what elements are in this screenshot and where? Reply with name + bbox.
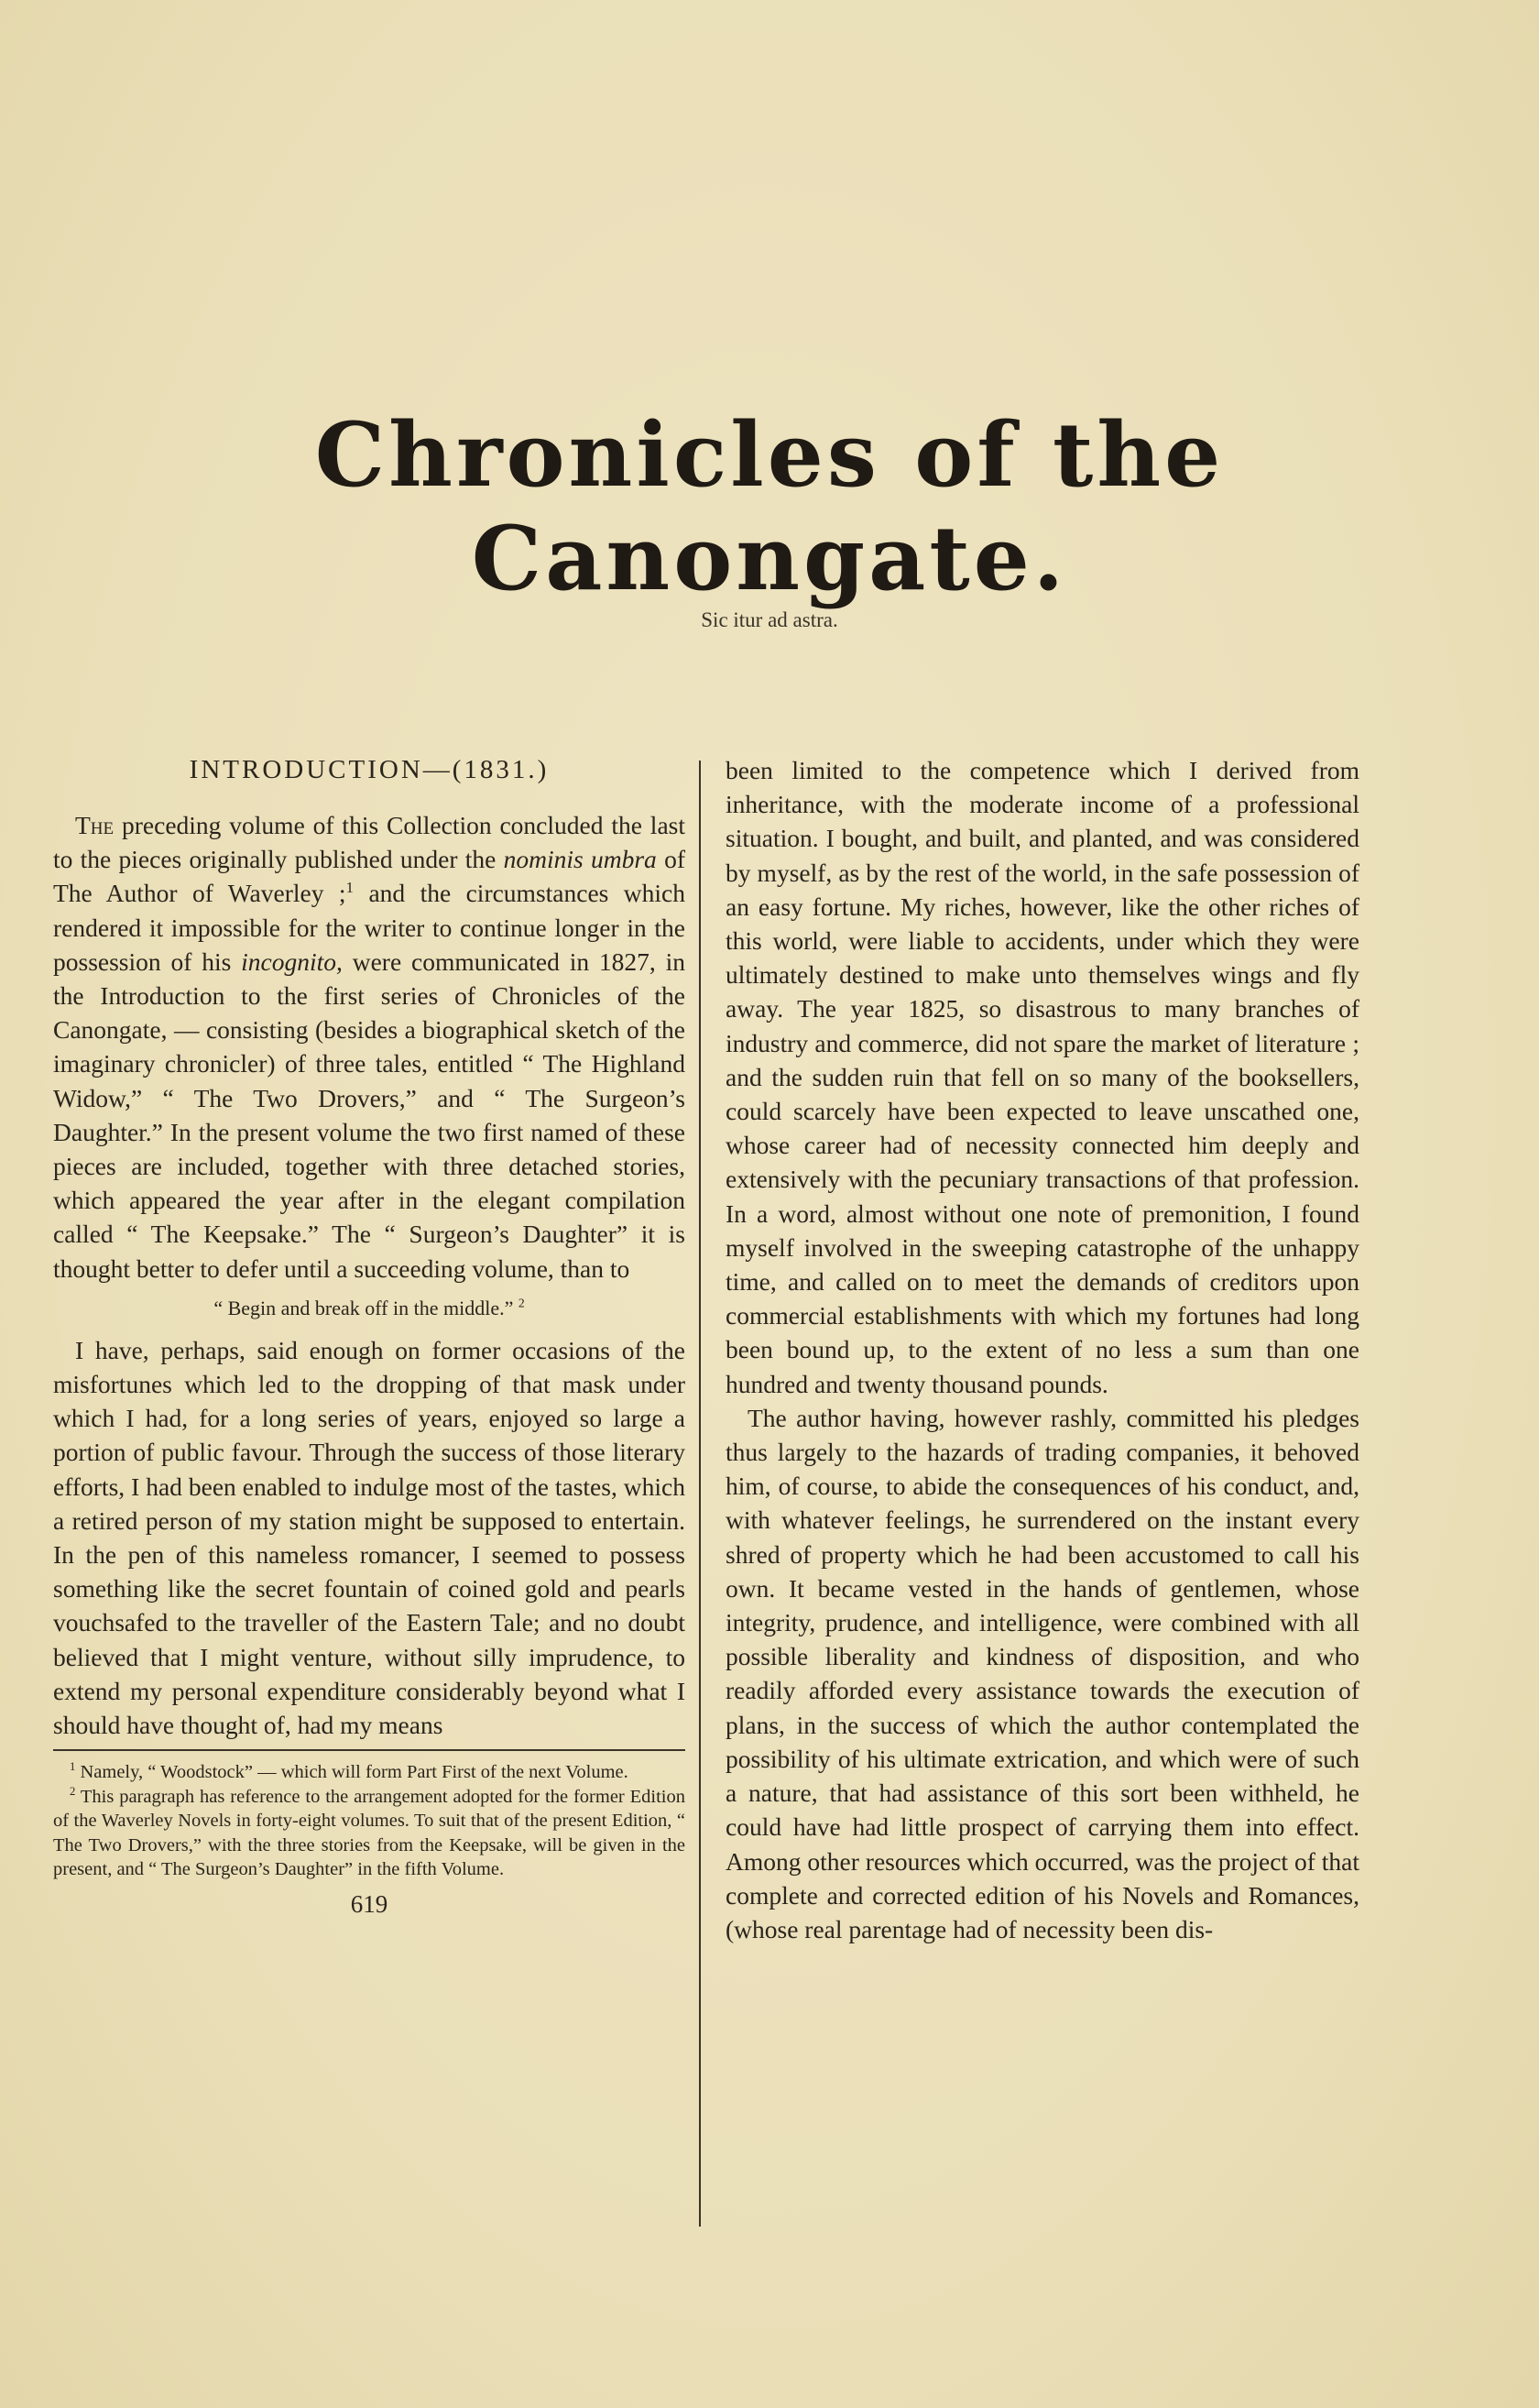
block-quote: “ Begin and break off in the middle.” $^2$ [213, 1296, 525, 1319]
page-title: Chronicles of the Canongate. [314, 403, 1225, 610]
footnote-ref-2: 2 [518, 1296, 525, 1310]
section-heading: INTRODUCTION—(1831.) [189, 755, 550, 784]
footnote-ref-1: 1 [345, 879, 355, 897]
intro-paragraph-2: I have, perhaps, said enough on former occasions of the misfortunes which led to the dropping of that mask under which I had, for a long series of years, enjoyed so large a portion of public favour. Through the success of those literary efforts, I had been enabled to indulge most of the tastes, which a retired person of my station might be supposed to entertain. In the pen of this nameless romancer, I seemed to possess something like the secret fountain of coined gold and pearls vouchsafed to the traveller of the Eastern Tale; and no doubt believed that I might venture, without silly imprudence, to extend my personal expenditure considerably beyond what I should have thought of, had my means [53, 1335, 685, 1740]
footnote-1: $^1$ Namely, “ Woodstock” — which will form Part First of the next Volume. [70, 1760, 628, 1783]
italic-word: incognito, [241, 947, 343, 976]
page-number: 619 [350, 1889, 388, 1918]
body-paragraph-1: been limited to the competence which I derived from inheritance, with the moderate income of a professional situation. I bought, and built, and planted, and was considered by myself, as by the rest of the world, in the safe possession of an easy fortune. My riches, however, like the other riches of this world, were liable to accidents, under which they were ultimately destined to make unto themselves wings and fly away. The year 1825, so disastrous to many branches of industry and commerce, did not spare the market of literature ; and the sudden ruin that fell on so many of the booksellers, could scarcely have been expected to leave unscathed one, whose career had of necessity connected him deeply and extensively with the pecuniary transactions of that profession. In a word, almost without one note of premonition, I found myself involved in the sweeping catastrophe of the unhappy time, and called on to meet the demands of creditors upon commercial establishments with which my fortunes had long been bound up, to the extent of no less a sum than one hundred and twenty thousand pounds. [726, 756, 1359, 1398]
body-paragraph-2: The author having, however rashly, committed his pledges thus largely to the hazards of trading companies, it behoved him, of course, to abide the consequences of his conduct, and, with whatever feelings, he surrendered on the instant every shred of property which he had been accustomed to call his own. It became vested in the hands of gentlemen, whose integrity, prudence, and intelligence, were combined with all possible liberality and kindness of disposition, and who readily afforded every assistance towards the execution of plans, in the success of which the author contemplated the possibility of his ultimate extrication, and which were of such a nature, that had assistance of this sort been withheld, he could have had little prospect of carrying them into effect. Among other resources which occurred, was the project of that complete and corrected edition of his Novels and Romances, (whose real parentage had of necessity been dis- [726, 1403, 1359, 1943]
column-divider [699, 761, 701, 2227]
latin-phrase: nominis umbra [503, 845, 657, 874]
footnote-2: $^2$ This paragraph has reference to the arrangement adopted for the former Edition of the Waverley Novels in forty-eight volumes. To suit that of the present Edition, “ The Two Drovers,” with the three stories from the Keepsake, will be given in the present, and “ The Surgeon’s Daughter” in the fifth Volume. [53, 1784, 685, 1880]
epigraph: Sic itur ad astra. [701, 608, 838, 631]
intro-paragraph-1: The preceding volume of this Collection concluded the last to the pieces originally published under the nominis umbra of The Author of Waverley ;$^1$ and the circumstances which rendered it impossible for the writer to continue longer in the possession of his incognito, were communicated in 1827, in the Introduction to the first series of Chronicles of the Canongate, — consisting (besides a biographical sketch of the imaginary chronicler) of three tales, entitled “ The Highland Widow,” “ The Two Drovers,” and “ The Surgeon’s Daughter.” In the present volume the two first named of these pieces are included, together with three detached stories, which appeared the year after in the elegant compilation called “ The Keepsake.” The “ Surgeon’s Daughter” it is thought better to defer until a succeeding volume, than to [53, 811, 685, 1283]
footnote-rule [53, 1749, 685, 1751]
right-column [726, 753, 1359, 1946]
drop-word: The [75, 811, 115, 839]
left-column [53, 753, 685, 1921]
